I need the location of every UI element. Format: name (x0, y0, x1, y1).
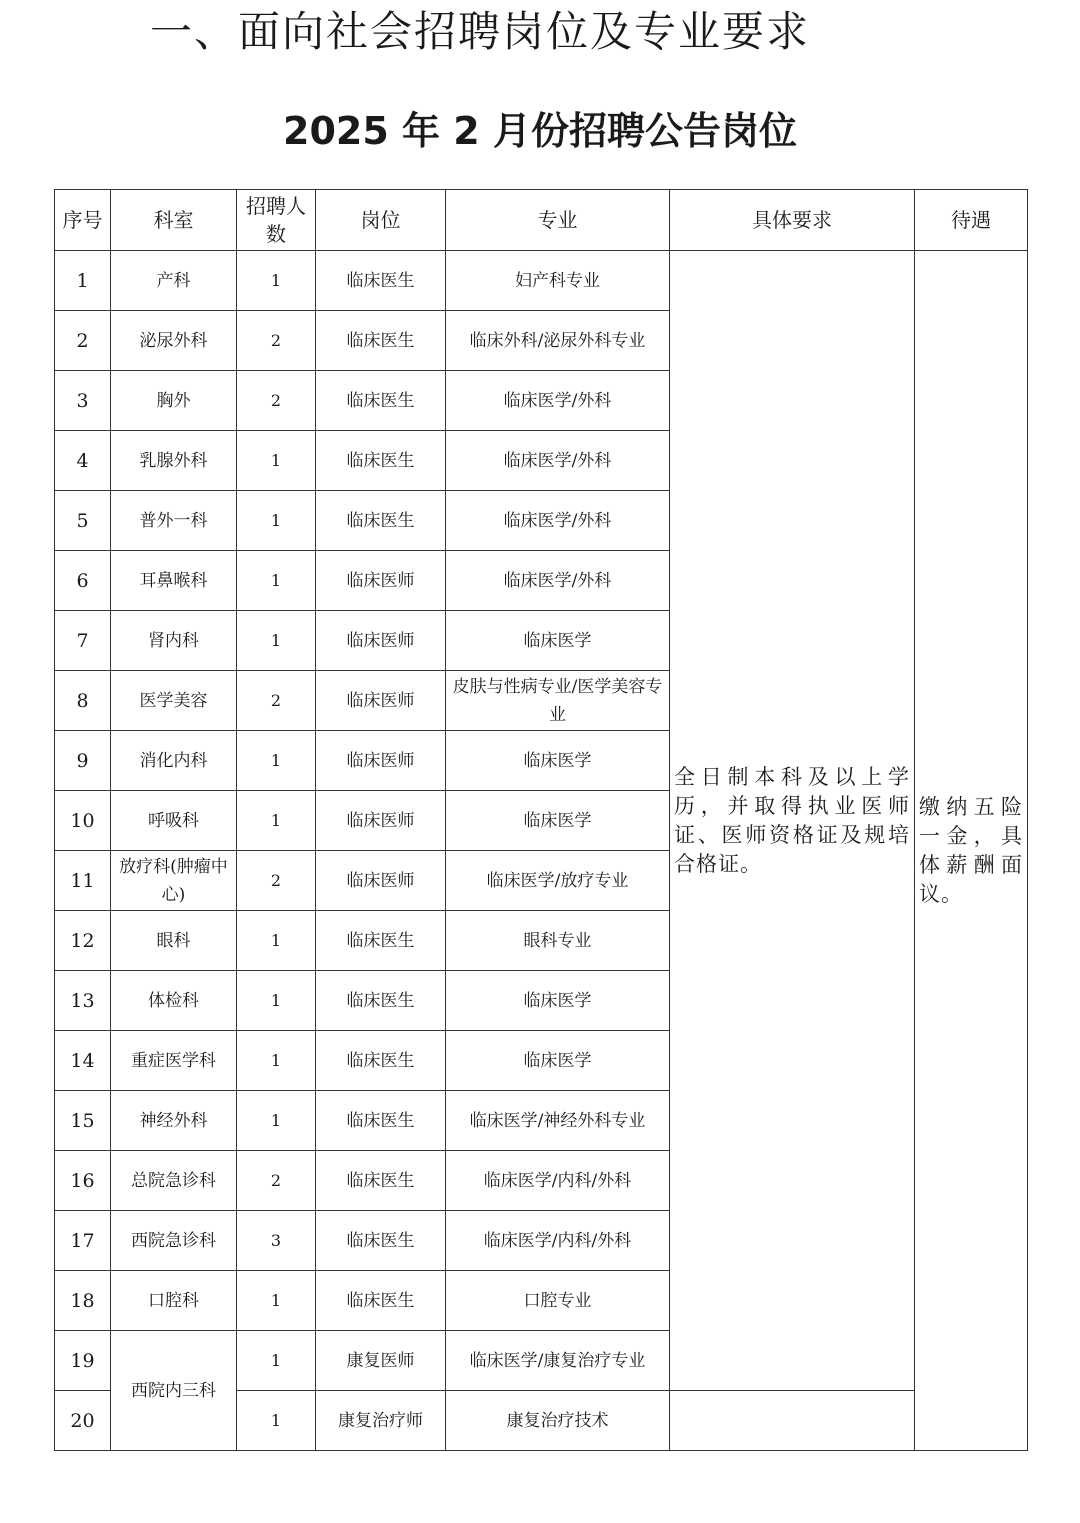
cell-position: 康复治疗师 (316, 1391, 446, 1451)
header-requirement: 具体要求 (670, 190, 915, 251)
cell-position: 临床医生 (316, 1271, 446, 1331)
cell-no: 4 (55, 431, 111, 491)
cell-major: 临床医学/外科 (446, 371, 670, 431)
cell-count: 1 (237, 791, 316, 851)
cell-position: 临床医生 (316, 1091, 446, 1151)
requirement-text: 全日制本科及以上学历，并取得执业医师证、医师资格证及规培合格证。 (674, 764, 910, 876)
cell-no: 9 (55, 731, 111, 791)
cell-dept: 胸外 (111, 371, 237, 431)
document-title: 2025 年 2 月份招聘公告岗位 (283, 109, 797, 153)
cell-count: 1 (237, 611, 316, 671)
cell-major: 临床医学 (446, 791, 670, 851)
cell-dept: 肾内科 (111, 611, 237, 671)
cell-no: 12 (55, 911, 111, 971)
cell-dept: 耳鼻喉科 (111, 551, 237, 611)
cell-requirement (670, 251, 915, 1391)
cell-major: 临床医学/内科/外科 (446, 1151, 670, 1211)
cell-no: 7 (55, 611, 111, 671)
cell-requirement-blank (670, 1391, 915, 1451)
header-dept: 科室 (111, 190, 237, 251)
cell-major: 临床医学/外科 (446, 431, 670, 491)
cell-position: 临床医师 (316, 731, 446, 791)
cell-count: 1 (237, 251, 316, 311)
cell-dept: 乳腺外科 (111, 431, 237, 491)
cell-position: 临床医师 (316, 791, 446, 851)
cell-position: 临床医生 (316, 1211, 446, 1271)
cell-count: 1 (237, 1271, 316, 1331)
cell-major: 临床医学/放疗专业 (446, 851, 670, 911)
cell-position: 临床医生 (316, 1031, 446, 1091)
cell-count: 1 (237, 1091, 316, 1151)
cell-no: 8 (55, 671, 111, 731)
cell-dept: 医学美容 (111, 671, 237, 731)
cell-position: 临床医生 (316, 251, 446, 311)
cell-major: 临床医学/内科/外科 (446, 1211, 670, 1271)
cell-no: 3 (55, 371, 111, 431)
cell-dept: 体检科 (111, 971, 237, 1031)
cell-major: 临床医学 (446, 971, 670, 1031)
cell-position: 临床医生 (316, 911, 446, 971)
cell-count: 2 (237, 851, 316, 911)
cell-count: 1 (237, 551, 316, 611)
cell-no: 15 (55, 1091, 111, 1151)
cell-major: 眼科专业 (446, 911, 670, 971)
cell-dept: 呼吸科 (111, 791, 237, 851)
cell-major: 临床医学/康复治疗专业 (446, 1331, 670, 1391)
cell-position: 临床医师 (316, 851, 446, 911)
header-benefits: 待遇 (915, 190, 1028, 251)
cell-major: 临床医学/外科 (446, 551, 670, 611)
cell-major: 临床医学/外科 (446, 491, 670, 551)
cell-position: 临床医生 (316, 1151, 446, 1211)
cell-count: 2 (237, 371, 316, 431)
cell-major: 妇产科专业 (446, 251, 670, 311)
cell-major: 口腔专业 (446, 1271, 670, 1331)
benefits-text: 缴纳五险一金，具体薪酬面议。 (919, 794, 1023, 906)
cell-no: 6 (55, 551, 111, 611)
cell-dept: 产科 (111, 251, 237, 311)
table-row (55, 251, 1028, 311)
cell-dept: 重症医学科 (111, 1031, 237, 1091)
cell-no: 19 (55, 1331, 111, 1391)
cell-count: 2 (237, 1151, 316, 1211)
cell-count: 2 (237, 311, 316, 371)
cell-major: 临床医学 (446, 611, 670, 671)
cell-major: 临床医学 (446, 1031, 670, 1091)
cell-major: 皮肤与性病专业/医学美容专业 (446, 671, 670, 731)
cell-dept: 总院急诊科 (111, 1151, 237, 1211)
cell-count: 3 (237, 1211, 316, 1271)
cell-no: 11 (55, 851, 111, 911)
section-heading: 一、面向社会招聘岗位及专业要求 (150, 7, 811, 56)
cell-dept: 消化内科 (111, 731, 237, 791)
cell-no: 5 (55, 491, 111, 551)
cell-dept: 西院急诊科 (111, 1211, 237, 1271)
header-major: 专业 (446, 190, 670, 251)
cell-position: 临床医生 (316, 491, 446, 551)
cell-no: 18 (55, 1271, 111, 1331)
cell-position: 临床医生 (316, 971, 446, 1031)
cell-no: 13 (55, 971, 111, 1031)
cell-count: 2 (237, 671, 316, 731)
cell-count: 1 (237, 1391, 316, 1451)
cell-no: 16 (55, 1151, 111, 1211)
cell-no: 20 (55, 1391, 111, 1451)
cell-no: 17 (55, 1211, 111, 1271)
cell-major: 临床医学 (446, 731, 670, 791)
cell-dept: 神经外科 (111, 1091, 237, 1151)
cell-benefits (915, 251, 1028, 1451)
cell-position: 康复医师 (316, 1331, 446, 1391)
cell-no: 2 (55, 311, 111, 371)
cell-dept: 普外一科 (111, 491, 237, 551)
header-position: 岗位 (316, 190, 446, 251)
cell-count: 1 (237, 1031, 316, 1091)
cell-count: 1 (237, 971, 316, 1031)
cell-position: 临床医师 (316, 551, 446, 611)
cell-position: 临床医师 (316, 611, 446, 671)
header-no: 序号 (55, 190, 111, 251)
cell-no: 14 (55, 1031, 111, 1091)
cell-no: 1 (55, 251, 111, 311)
cell-dept: 眼科 (111, 911, 237, 971)
cell-position: 临床医生 (316, 311, 446, 371)
cell-count: 1 (237, 1331, 316, 1391)
cell-count: 1 (237, 491, 316, 551)
cell-dept: 泌尿外科 (111, 311, 237, 371)
cell-no: 10 (55, 791, 111, 851)
cell-major: 康复治疗技术 (446, 1391, 670, 1451)
cell-position: 临床医生 (316, 431, 446, 491)
cell-dept: 西院内三科 (111, 1331, 237, 1451)
cell-position: 临床医师 (316, 671, 446, 731)
cell-count: 1 (237, 911, 316, 971)
cell-dept: 口腔科 (111, 1271, 237, 1331)
cell-position: 临床医生 (316, 371, 446, 431)
cell-count: 1 (237, 431, 316, 491)
table-header-row (55, 190, 1028, 251)
cell-count: 1 (237, 731, 316, 791)
cell-major: 临床医学/神经外科专业 (446, 1091, 670, 1151)
table-body (55, 251, 1028, 1451)
cell-dept: 放疗科(肿瘤中心) (111, 851, 237, 911)
header-count: 招聘人数 (237, 190, 316, 251)
cell-major: 临床外科/泌尿外科专业 (446, 311, 670, 371)
recruitment-table (54, 189, 1028, 1451)
